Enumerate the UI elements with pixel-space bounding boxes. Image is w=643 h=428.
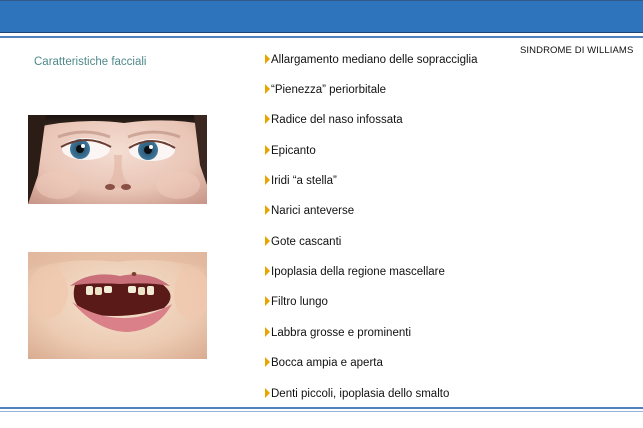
bullet-arrow-icon (265, 236, 270, 246)
bullet-arrow-icon (265, 357, 270, 367)
feature-item (265, 112, 403, 128)
photo-child-eyes (28, 115, 207, 204)
feature-label: Filtro lungo (271, 296, 328, 308)
header-rule (0, 36, 643, 38)
feature-label: Epicanto (271, 145, 316, 157)
feature-item (265, 143, 316, 159)
bullet-arrow-icon (265, 175, 270, 185)
feature-item (265, 355, 383, 371)
feature-label: Narici anteverse (271, 205, 355, 217)
bullet-arrow-icon (265, 327, 270, 337)
feature-label: Radice del naso infossata (271, 114, 403, 126)
bullet-arrow-icon (265, 296, 270, 306)
bullet-arrow-icon (265, 54, 270, 64)
header-band (0, 0, 643, 33)
feature-item (265, 234, 341, 250)
feature-label: Ipoplasia della regione mascellare (271, 266, 445, 278)
feature-item (265, 203, 354, 219)
bullet-arrow-icon (265, 84, 270, 94)
feature-item (265, 82, 386, 98)
feature-label: Denti piccoli, ipoplasia dello smalto (271, 388, 450, 400)
feature-label: Gote cascanti (271, 236, 342, 248)
bullet-arrow-icon (265, 145, 270, 155)
feature-item (265, 294, 328, 310)
feature-item (265, 52, 477, 68)
footer-rule (0, 407, 643, 409)
feature-label: Iridi “a stella” (271, 175, 337, 187)
bullet-arrow-icon (265, 114, 270, 124)
feature-label: “Pienezza” periorbitale (271, 84, 387, 96)
slide-title: SINDROME DI WILLIAMS (520, 45, 634, 56)
bullet-arrow-icon (265, 205, 270, 215)
bullet-arrow-icon (265, 266, 270, 276)
footer-rule-thin (0, 411, 643, 412)
feature-item (265, 325, 411, 341)
photo-child-mouth (28, 252, 207, 359)
feature-label: Labbra grosse e prominenti (271, 327, 411, 339)
feature-item (265, 264, 445, 280)
feature-label: Bocca ampia e aperta (271, 357, 383, 369)
bullet-arrow-icon (265, 388, 270, 398)
feature-label: Allargamento mediano delle sopracciglia (271, 54, 478, 66)
feature-item (265, 386, 449, 402)
section-label: Caratteristiche facciali (34, 56, 147, 68)
feature-item (265, 173, 337, 189)
